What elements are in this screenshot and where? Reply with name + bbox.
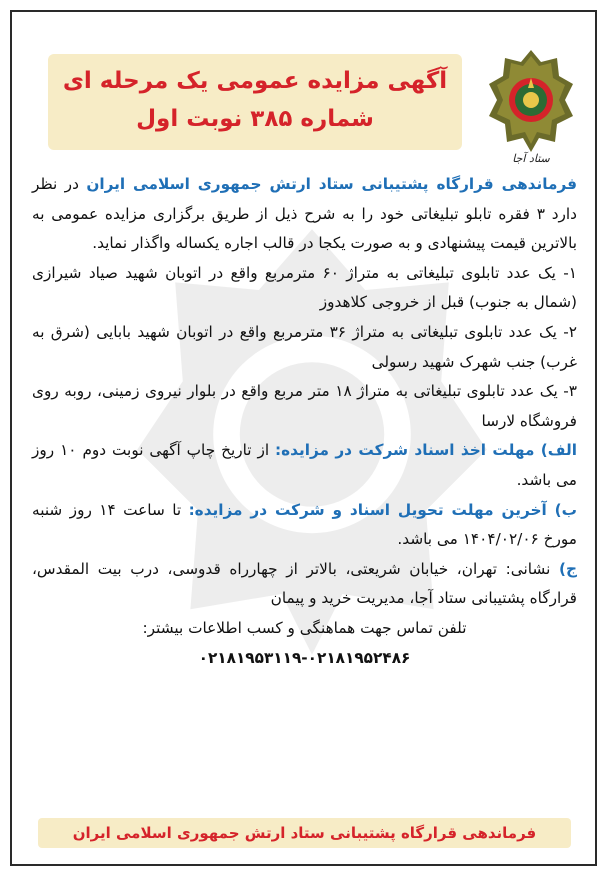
intro-text: در نظر دارد ۳ فقره تابلو تبلیغاتی خود را به شرح ذیل از طریق برگزاری مزایده عمومی به بالاترین قیمت پیشنهادی و به صورت یکجا در قالب اجاره یکساله واگذار نماید. xyxy=(32,175,577,253)
section-a-text: از تاریخ چاپ آگهی نوبت دوم ۱۰ روز می باشد. xyxy=(32,441,577,489)
title-banner xyxy=(48,54,462,150)
header xyxy=(12,26,595,165)
section-a-label: الف) مهلت اخذ اسناد شرکت در مزایده: xyxy=(275,441,577,460)
announcement-body xyxy=(32,170,577,673)
section-c-text: نشانی: تهران، خیابان شریعتی، بالاتر از چهارراه قدوسی، درب بیت المقدس، قرارگاه پشتیبانی ستاد آجا، مدیریت خرید و پیمان xyxy=(32,559,577,608)
title-line-2: شماره ۳۸۵ نوبت اول xyxy=(136,106,374,132)
item-2: ۲- یک عدد تابلوی تبلیغاتی به متراژ ۳۶ مترمربع واقع در اتوبان شهید بابایی (شرق به غرب) جنب شهرک شهید رسولی xyxy=(32,322,577,371)
section-c xyxy=(32,555,577,614)
section-c-label: ج) xyxy=(558,559,577,578)
army-emblem-icon xyxy=(485,48,577,154)
contact-phones: ۰۲۱۸۱۹۵۳۱۱۹-۰۲۱۸۱۹۵۲۴۸۶ xyxy=(198,648,411,667)
contact-label: تلفن تماس جهت هماهنگی و کسب اطلاعات بیشتر: xyxy=(142,618,467,637)
section-b-label: ب) آخرین مهلت تحویل اسناد و شرکت در مزایده: xyxy=(188,500,578,519)
emblem-caption: ستاد آجا xyxy=(512,152,550,165)
advertisement-frame xyxy=(10,10,597,866)
footer-banner: فرماندهی قرارگاه پشتیبانی ستاد ارتش جمهوری اسلامی ایران xyxy=(38,818,571,848)
item-3: ۳- یک عدد تابلوی تبلیغاتی به متراژ ۱۸ متر مربع واقع در بلوار نیروی زمینی، روبه روی فروشگاه لارسا xyxy=(32,382,577,430)
section-b-text: تا ساعت ۱۴ روز شنبه مورخ ۱۴۰۴/۰۲/۰۶ می باشد. xyxy=(32,500,577,549)
section-a xyxy=(32,436,577,495)
section-b xyxy=(32,496,577,555)
title-line-1: آگهی مزایده عمومی یک مرحله ای xyxy=(62,68,448,94)
issuer-name: فرماندهی قرارگاه پشتیبانی ستاد ارتش جمهوری اسلامی ایران xyxy=(86,175,577,193)
item-1: ۱- یک عدد تابلوی تبلیغاتی به متراژ ۶۰ مترمربع واقع در اتوبان شهید صیاد شیرازی (شمال به جنوب) قبل از خروجی کلاهدوز xyxy=(32,263,577,312)
intro-paragraph xyxy=(32,170,577,259)
